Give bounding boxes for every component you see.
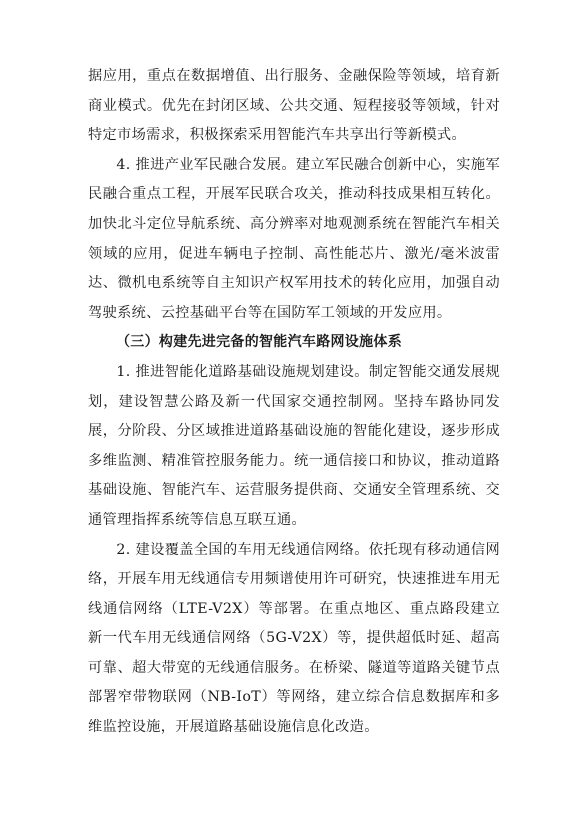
paragraph-military-civil-fusion: 4. 推进产业军民融合发展。建立军民融合创新中心，实施军民融合重点工程，开展军民联合攻关，推动科技成果相互转化。加快北斗定位导航系统、高分辨率对地观测系统在智能汽车相关领域的应用，促进车辆电子控制、高性能芯片、激光/毫米波雷达、微机电系统等自主知识产权军用技术的转化应用，加强自动驾驶系统、云控基础平台等在国防军工领域的开发应用。 <box>88 156 500 321</box>
document-page <box>88 62 500 743</box>
paragraph-smart-road-infrastructure: 1. 推进智能化道路基础设施规划建设。制定智能交通发展规划，建设智慧公路及新一代国家交通控制网。坚持车路协同发展，分阶段、分区域推进道路基础设施的智能化建设，逐步形成多维监测、精准管控服务能力。统一通信接口和协议，推动道路基础设施、智能汽车、运营服务提供商、交通安全管理系统、交通管理指挥系统等信息互联互通。 <box>88 363 500 528</box>
section-heading-road-network: （三）构建先进完备的智能汽车路网设施体系 <box>116 334 402 351</box>
paragraph-business-models: 据应用，重点在数据增值、出行服务、金融保险等领域，培育新商业模式。优先在封闭区域、公共交通、短程接驳等领域，针对特定市场需求，积极探索采用智能汽车共享出行等新模式。 <box>88 68 500 144</box>
paragraph-wireless-network: 2. 建设覆盖全国的车用无线通信网络。依托现有移动通信网络，开展车用无线通信专用频谱使用许可研究，快速推进车用无线通信网络（LTE-V2X）等部署。在重点地区、重点路段建立新一代车用无线通信网络（5G-V2X）等，提供超低时延、超高可靠、超大带宽的无线通信服务。在桥梁、隧道等道路关键节点部署窄带物联网（NB-IoT）等网络，建立综合信息数据库和多维监控设施，开展道路基础设施信息化改造。 <box>88 541 500 736</box>
